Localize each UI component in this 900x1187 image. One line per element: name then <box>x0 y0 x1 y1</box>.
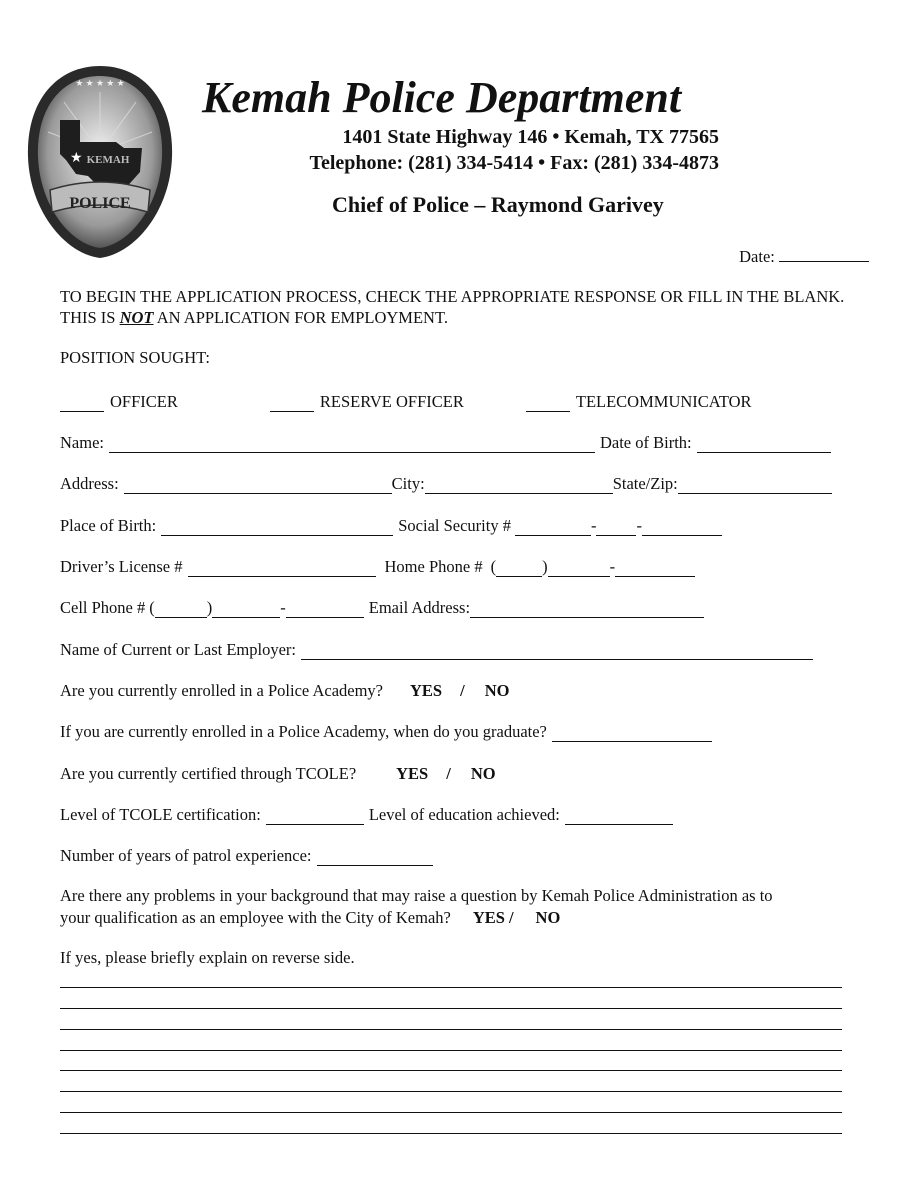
name-row <box>60 431 844 453</box>
explanation-line[interactable] <box>60 1050 842 1051</box>
ssn-dash: - <box>590 516 597 535</box>
graduate-row <box>60 720 844 742</box>
cell-phone-prefix-blank[interactable] <box>212 601 280 618</box>
email-blank[interactable] <box>470 601 704 618</box>
explanation-line[interactable] <box>60 1070 842 1071</box>
graduate-question: If you are currently enrolled in a Police Academy, when do you graduate? <box>60 722 547 741</box>
phone-dash: - <box>609 557 616 576</box>
home-phone-label: Home Phone # <box>384 557 483 576</box>
home-phone-prefix-blank[interactable] <box>548 560 610 577</box>
telecommunicator-option-label: TELECOMMUNICATOR <box>575 392 752 411</box>
employer-label: Name of Current or Last Employer: <box>60 640 296 659</box>
paren-open: ( <box>490 557 497 576</box>
intro-instructions: TO BEGIN THE APPLICATION PROCESS, CHECK THE APPROPRIATE RESPONSE OR FILL IN THE BLANK. THIS IS NOT AN APPLICATION FOR EMPLOYMENT. <box>60 287 845 327</box>
city-label: City: <box>391 474 425 493</box>
date-blank[interactable] <box>779 245 869 262</box>
license-homephone-row <box>60 555 844 577</box>
explanation-line[interactable] <box>60 1112 842 1113</box>
home-area-code-blank[interactable] <box>496 560 542 577</box>
chief-of-police: Chief of Police – Raymond Garivey <box>332 192 664 217</box>
option-slash: / <box>460 681 465 700</box>
officer-option-label: OFFICER <box>110 392 178 411</box>
state-zip-blank[interactable] <box>678 477 832 494</box>
explanation-line[interactable] <box>60 1091 842 1092</box>
explanation-line[interactable] <box>60 1029 842 1030</box>
place-of-birth-label: Place of Birth: <box>60 516 157 535</box>
education-blank[interactable] <box>565 808 673 825</box>
officer-check-blank[interactable] <box>60 395 104 412</box>
academy-yes-option[interactable]: YES <box>410 681 443 700</box>
explain-instruction: If yes, please briefly explain on reverse side. <box>60 948 355 967</box>
employer-blank[interactable] <box>301 643 813 660</box>
tcole-education-row <box>60 803 844 825</box>
telecommunicator-check-blank[interactable] <box>526 395 570 412</box>
background-question-line1: Are there any problems in your background that may raise a question by Kemah Police Administration as to <box>60 886 773 905</box>
position-sought-label: POSITION SOUGHT: <box>60 348 210 367</box>
tcole-level-label: Level of TCOLE certification: <box>60 805 261 824</box>
date-label: Date: <box>739 247 775 266</box>
tcole-yes-option[interactable]: YES <box>396 764 429 783</box>
name-label: Name: <box>60 433 104 452</box>
address-label: Address: <box>60 474 119 493</box>
address-blank[interactable] <box>124 477 392 494</box>
academy-question: Are you currently enrolled in a Police Academy? <box>60 681 384 700</box>
city-blank[interactable] <box>425 477 613 494</box>
state-zip-label: State/Zip: <box>612 474 678 493</box>
phone-dash: - <box>280 598 286 617</box>
svg-text:★ ★ ★ ★ ★: ★ ★ ★ ★ ★ <box>75 78 125 88</box>
department-phone-fax: Telephone: (281) 334-5414 • Fax: (281) 334-4873 <box>309 152 719 174</box>
svg-text:★: ★ <box>70 151 83 166</box>
patrol-years-label: Number of years of patrol experience: <box>60 846 312 865</box>
explanation-line[interactable] <box>60 1133 842 1134</box>
badge-kemah-text: KEMAH <box>86 154 130 166</box>
tcole-no-option[interactable]: NO <box>470 764 496 783</box>
birthplace-ssn-row <box>60 514 844 536</box>
option-slash: / <box>446 764 451 783</box>
paren-close: ) <box>206 598 213 617</box>
explanation-line[interactable] <box>60 1008 842 1009</box>
email-label: Email Address: <box>368 598 471 617</box>
drivers-license-label: Driver’s License # <box>60 557 183 576</box>
reserve-officer-check-blank[interactable] <box>270 395 314 412</box>
ssn-label: Social Security # <box>398 516 511 535</box>
ssn-part2-blank[interactable] <box>596 519 636 536</box>
ssn-part1-blank[interactable] <box>515 519 591 536</box>
cell-email-row <box>60 596 844 618</box>
dob-label: Date of Birth: <box>599 433 692 452</box>
cell-phone-line-blank[interactable] <box>286 601 364 618</box>
background-yes-option[interactable]: YES <box>472 908 505 927</box>
department-address: 1401 State Highway 146 • Kemah, TX 77565 <box>342 126 719 148</box>
dob-blank[interactable] <box>697 436 831 453</box>
address-row <box>60 472 844 494</box>
background-question-line2: your qualification as an employee with the City of Kemah? <box>60 908 451 927</box>
background-no-option[interactable]: NO <box>535 908 561 927</box>
paren-open: ( <box>149 598 155 617</box>
education-label: Level of education achieved: <box>368 805 560 824</box>
tcole-question: Are you currently certified through TCOLE? <box>60 764 357 783</box>
explanation-line[interactable] <box>60 987 842 988</box>
department-title: Kemah Police Department <box>202 73 682 122</box>
tcole-level-blank[interactable] <box>266 808 364 825</box>
drivers-license-blank[interactable] <box>188 560 376 577</box>
option-slash: / <box>508 908 514 927</box>
patrol-years-blank[interactable] <box>317 849 433 866</box>
home-phone-line-blank[interactable] <box>615 560 695 577</box>
not-emphasis: NOT <box>119 308 154 327</box>
reserve-officer-option-label: RESERVE OFFICER <box>319 392 464 411</box>
paren-close: ) <box>542 557 548 576</box>
graduate-blank[interactable] <box>552 725 712 742</box>
place-of-birth-blank[interactable] <box>161 519 393 536</box>
ssn-dash: - <box>636 516 642 535</box>
patrol-row <box>60 844 844 866</box>
background-row <box>60 906 844 928</box>
cell-area-code-blank[interactable] <box>155 601 207 618</box>
position-options <box>60 390 844 412</box>
ssn-part3-blank[interactable] <box>642 519 722 536</box>
employer-row <box>60 638 844 660</box>
tcole-row <box>60 762 844 784</box>
academy-no-option[interactable]: NO <box>484 681 510 700</box>
badge-police-text: POLICE <box>69 195 131 212</box>
cell-phone-label: Cell Phone # <box>60 598 146 617</box>
name-blank[interactable] <box>109 436 595 453</box>
academy-row <box>60 679 844 701</box>
police-badge-logo <box>24 62 176 260</box>
date-field[interactable] <box>739 245 869 267</box>
